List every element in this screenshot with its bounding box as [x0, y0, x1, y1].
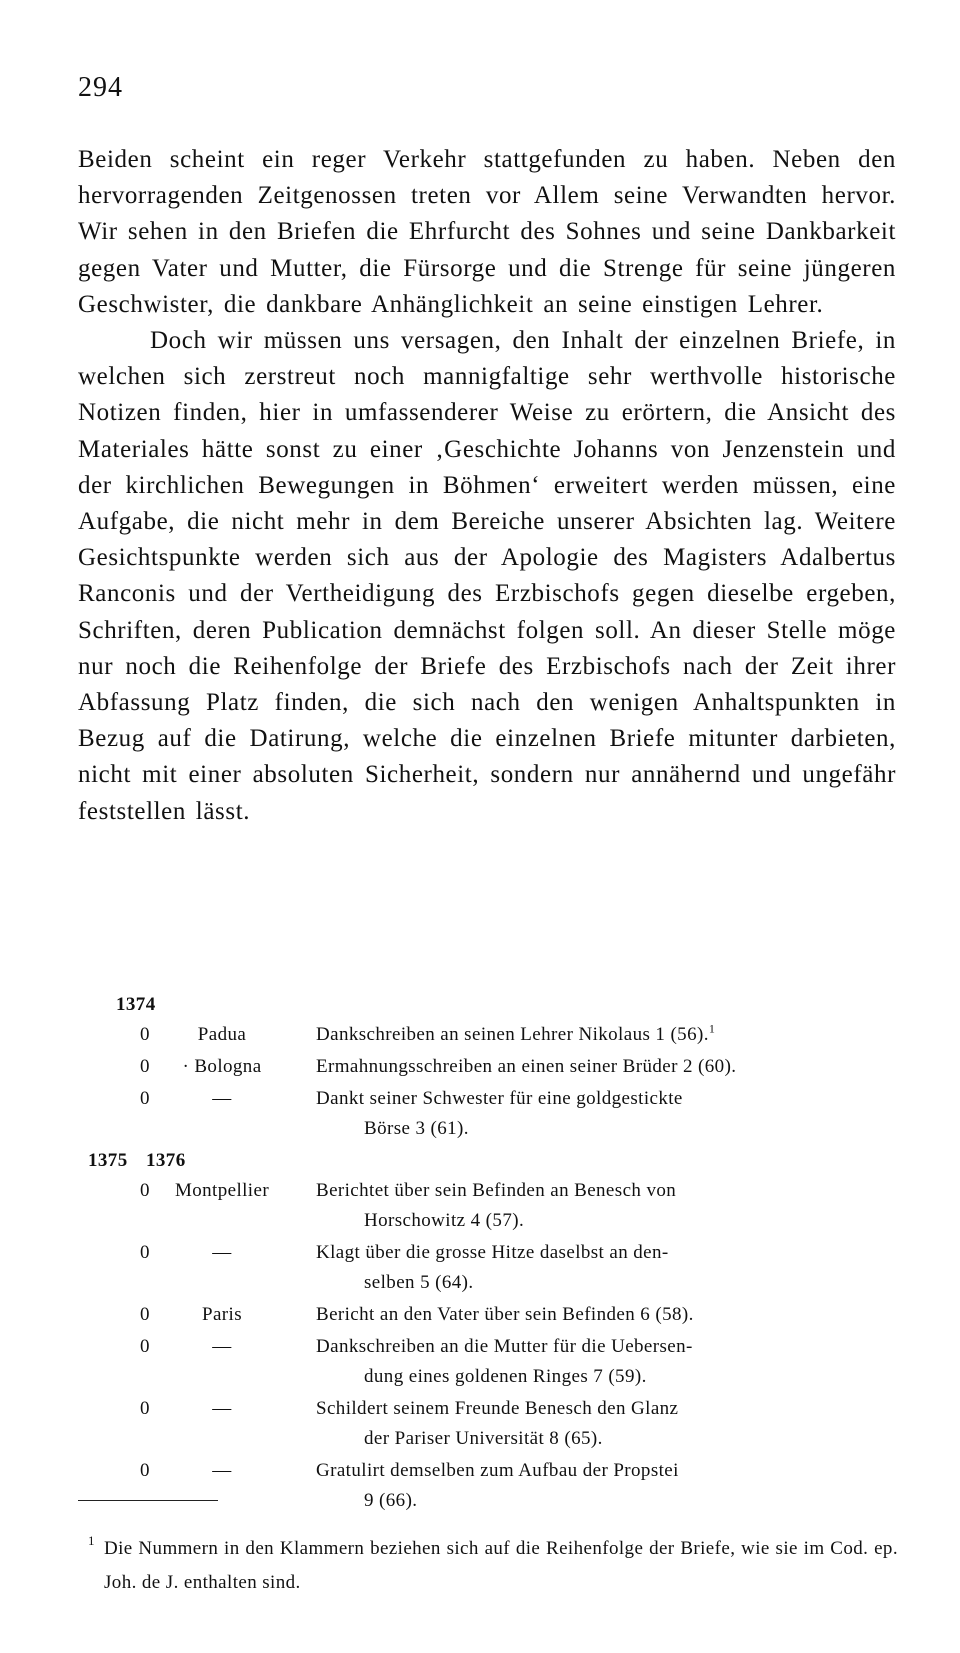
chronology-entry — [78, 1300, 898, 1330]
entry-place: Padua — [197, 1024, 247, 1045]
chronology-entry — [78, 1394, 898, 1454]
year-heading — [78, 990, 898, 1020]
entry-place: Paris — [202, 1304, 242, 1325]
entry-place: — — [212, 1242, 232, 1263]
chronology-entry — [78, 1238, 898, 1298]
year-label: 1376 — [146, 1150, 186, 1171]
footnote-mark: 1 — [88, 1533, 95, 1548]
year-label: 1375 — [88, 1150, 128, 1171]
page-number: 294 — [78, 72, 123, 103]
entry-number: 0 — [140, 1088, 150, 1109]
footnote-divider — [78, 1500, 218, 1501]
entry-text-continued: der Pariser Universität 8 (65). — [364, 1428, 603, 1449]
entry-number: 0 — [140, 1460, 150, 1481]
entry-number: 0 — [140, 1024, 150, 1045]
chronology-entry — [78, 1456, 898, 1516]
entry-description — [298, 1176, 898, 1236]
body-text — [78, 142, 896, 830]
entry-number: 0 — [140, 1336, 150, 1357]
year-heading — [78, 1146, 898, 1176]
entry-place: Montpellier — [174, 1180, 270, 1201]
entry-description — [298, 1300, 898, 1330]
entry-text-continued: Börse 3 (61). — [364, 1118, 469, 1139]
entry-description — [298, 1020, 898, 1050]
chronology-entry — [78, 1176, 898, 1236]
entry-text: Bericht an den Vater über sein Befinden 6 (58). — [316, 1304, 694, 1325]
entry-text-continued: Horschowitz 4 (57). — [364, 1210, 525, 1231]
entry-number: 0 — [140, 1056, 150, 1077]
entry-description — [298, 1238, 898, 1298]
chronology-entry — [78, 1332, 898, 1392]
year-label: 1374 — [116, 994, 156, 1015]
entry-text-continued: 9 (66). — [364, 1490, 418, 1511]
entry-description — [298, 1394, 898, 1454]
footnote-text: Die Nummern in den Klammern beziehen sich auf die Reihenfolge der Briefe, wie sie im Cod. ep. Joh. de J. enthalten sind. — [104, 1538, 898, 1593]
entry-place: · Bologna — [182, 1056, 262, 1077]
entry-text: Berichtet über sein Befinden an Benesch von — [316, 1180, 677, 1201]
entry-text-continued: selben 5 (64). — [364, 1272, 474, 1293]
entry-description — [298, 1052, 898, 1082]
entry-text: Dankt seiner Schwester für eine goldgestickte — [316, 1088, 683, 1109]
entry-place: — — [212, 1336, 232, 1357]
entry-number: 0 — [140, 1398, 150, 1419]
chronology-entry — [78, 1052, 898, 1082]
entry-description — [298, 1332, 898, 1392]
letter-chronology — [78, 990, 898, 1518]
entry-text: Klagt über die grosse Hitze daselbst an den- — [316, 1242, 669, 1263]
entry-description — [298, 1456, 898, 1516]
entry-number: 0 — [140, 1242, 150, 1263]
paragraph: Doch wir müssen uns versagen, den Inhalt der einzelnen Briefe, in welchen sich zerstreut noch mannigfaltige sehr werthvolle historische Notizen finden, hier in umfassenderer Weise zu erörtern, die Ansicht des Materiales hätte sonst zu einer ‚Geschichte Johanns von Jenzenstein und der kirchlichen Bewegungen in Böhmen‘ erweitert werden müssen, eine Aufgabe, die nicht mehr in dem Bereiche unserer Absichten lag. Weitere Gesichtspunkte werden sich aus der Apologie des Magisters Adalbertus Ranconis und der Vertheidigung des Erzbischofs gegen dieselbe ergeben, Schriften, deren Publication demnächst folgen soll. An dieser Stelle möge nur noch die Reihenfolge der Briefe des Erzbischofs nach der Zeit ihrer Abfassung Platz finden, die sich nach den wenigen Anhaltspunkten in Bezug auf die Datirung, welche die einzelnen Briefe mitunter darbieten, nicht mit einer absoluten Sicherheit, sondern nur annähernd und ungefähr feststellen lässt. — [78, 327, 896, 825]
chronology-entry — [78, 1020, 898, 1050]
entry-number: 0 — [140, 1304, 150, 1325]
entry-number: 0 — [140, 1180, 150, 1201]
entry-text-continued: dung eines goldenen Ringes 7 (59). — [364, 1366, 647, 1387]
entry-place: — — [212, 1088, 232, 1109]
entry-text: Schildert seinem Freunde Benesch den Glanz — [316, 1398, 679, 1419]
paragraph: Beiden scheint ein reger Verkehr stattgefunden zu haben. Neben den hervorragenden Zeitgenossen treten vor Allem seine Verwandten hervor. Wir sehen in den Briefen die Ehrfurcht des Sohnes und seine Dankbarkeit gegen Vater und Mutter, die Fürsorge und die Strenge für seine jüngeren Geschwister, die dankbare Anhänglichkeit an seine einstigen Lehrer. — [78, 146, 896, 318]
entry-text: Gratulirt demselben zum Aufbau der Propstei — [316, 1460, 679, 1481]
chronology-entry — [78, 1084, 898, 1144]
entry-text: Ermahnungsschreiben an einen seiner Brüder 2 (60). — [316, 1056, 737, 1077]
entry-text: Dankschreiben an seinen Lehrer Nikolaus 1 (56). — [316, 1024, 709, 1045]
entry-place: — — [212, 1460, 232, 1481]
footnote — [88, 1532, 898, 1600]
footnote-reference: 1 — [708, 1021, 716, 1036]
entry-text: Dankschreiben an die Mutter für die Uebersen- — [316, 1336, 693, 1357]
entry-description — [298, 1084, 898, 1144]
entry-place: — — [212, 1398, 232, 1419]
